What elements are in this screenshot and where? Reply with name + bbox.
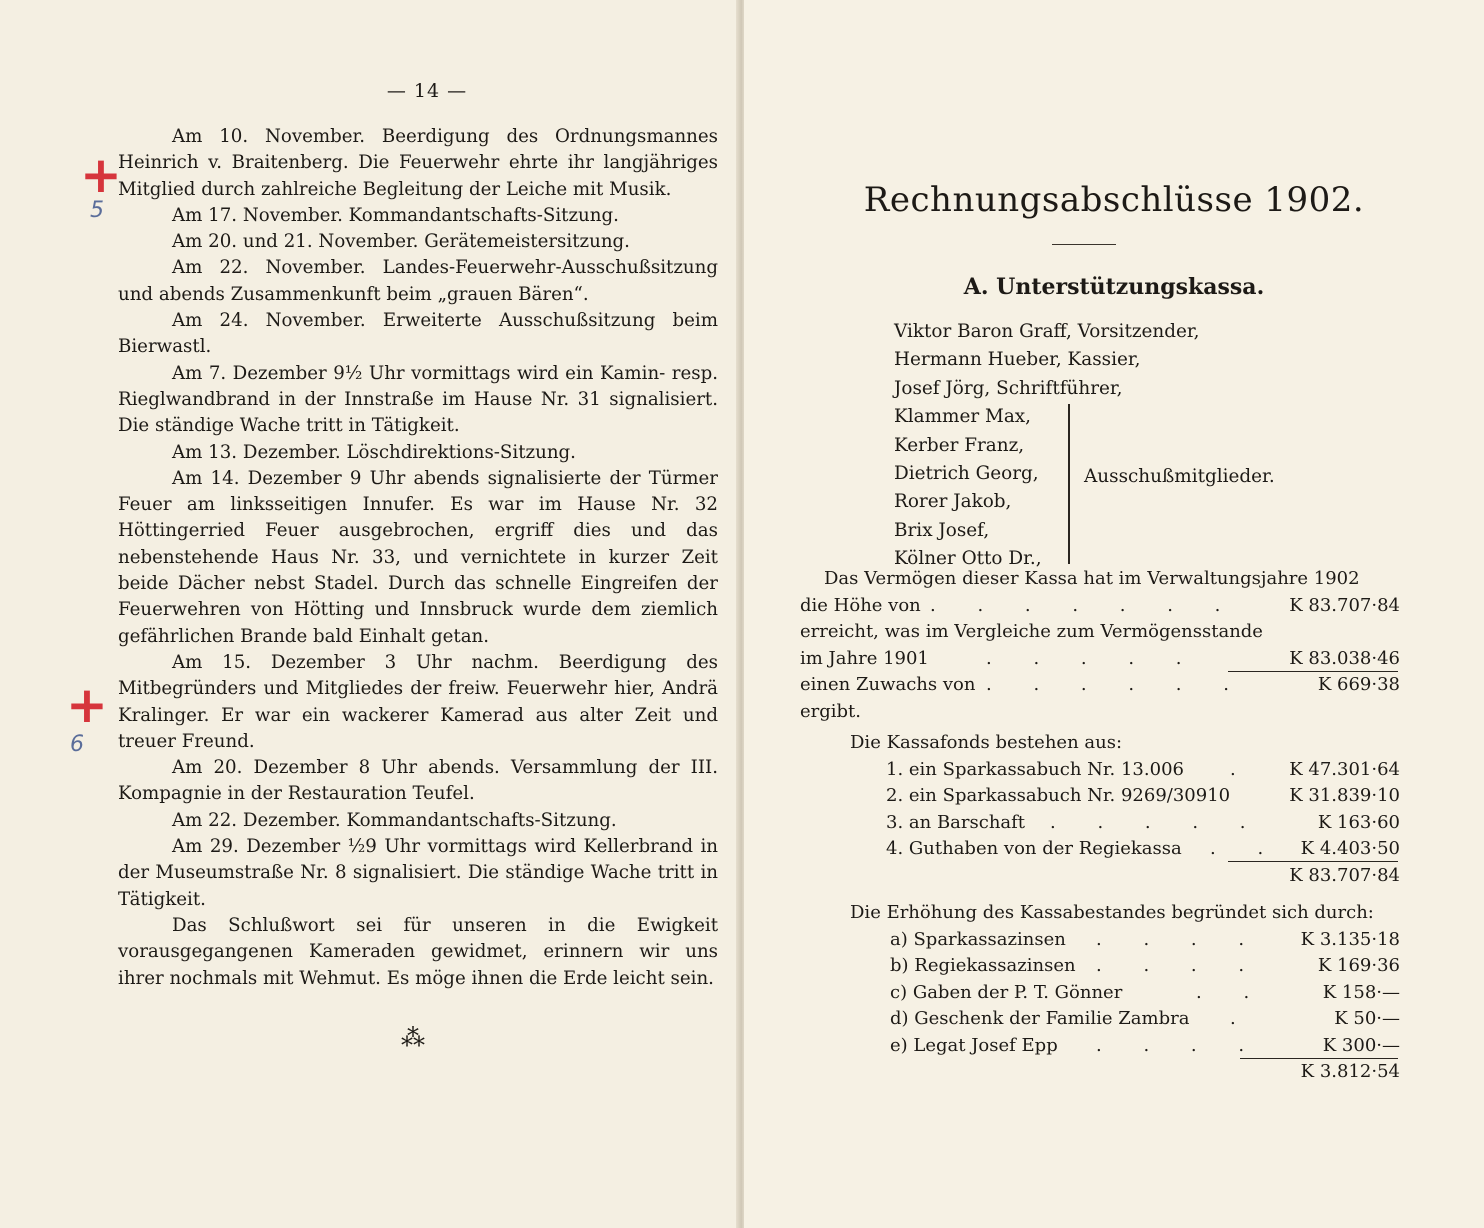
- item-label: b) Regiekassazinsen: [890, 955, 1076, 976]
- leader-dots: .: [1230, 758, 1254, 780]
- paragraph: Am 20. und 21. November. Gerätemeistersitzung.: [172, 231, 630, 253]
- text-line: ergibt.: [800, 700, 862, 722]
- paragraph: Am 13. Dezember. Löschdirektions-Sitzung.: [172, 441, 576, 463]
- sum-rule: [1228, 671, 1398, 672]
- item-label: 1. ein Sparkassabuch Nr. 13.006: [886, 758, 1184, 780]
- brace-line: [1068, 404, 1074, 564]
- vermoegen-block: [800, 566, 1400, 725]
- red-cross-mark: +: [66, 676, 108, 734]
- member-name: Klammer Max,: [894, 406, 1031, 428]
- paragraph: Das Schlußwort sei für unseren in die Ewigkeit vorausgegangenen Kameraden gewidmet, erinnern wir uns ihrer nochmals mit Wehmut. Es möge ihnen die Erde leicht sein.: [118, 914, 718, 989]
- item-label: d) Geschenk der Familie Zambra: [890, 1008, 1190, 1029]
- left-page: [0, 0, 740, 1228]
- paragraph: Am 22. Dezember. Kommandantschafts-Sitzung.: [172, 809, 617, 831]
- page-number: — 14 —: [386, 80, 468, 102]
- amount: K 669·38: [1317, 674, 1400, 695]
- amount: K 31.839·10: [1289, 785, 1400, 806]
- paragraph: Am 17. November. Kommandantschafts-Sitzung.: [172, 204, 619, 226]
- text-line: im Jahre 1901: [800, 647, 929, 669]
- erhoehung-block: [800, 900, 1400, 1086]
- item-label: 4. Guthaben von der Regiekassa: [886, 838, 1182, 859]
- member-name: Rorer Jakob,: [894, 491, 1012, 513]
- text-line: erreicht, was im Vergleiche zum Vermögensstande: [800, 621, 1263, 642]
- amount: K 158·—: [1322, 981, 1400, 1003]
- section-heading: A. Unterstützungskassa.: [963, 274, 1265, 300]
- pencil-number: 6: [70, 732, 84, 757]
- page-title: Rechnungsabschlüsse 1902.: [863, 180, 1365, 220]
- ornament-icon: ⁂: [401, 1024, 425, 1052]
- member-name: Kölner Otto Dr.,: [894, 548, 1042, 570]
- member-name: Dietrich Georg,: [894, 463, 1039, 485]
- paragraph: Am 29. Dezember ½9 Uhr vormittags wird Kellerbrand in der Museumstraße Nr. 8 signalisiert. Die ständige Wache tritt in Tätigkeit.: [118, 836, 718, 910]
- text-line: einen Zuwachs von: [800, 674, 976, 695]
- chronicle-text: [118, 124, 718, 992]
- amount: K 50·—: [1334, 1008, 1400, 1029]
- item-label: 2. ein Sparkassabuch Nr. 9269/30910: [886, 785, 1231, 806]
- paragraph: Am 14. Dezember 9 Uhr abends signalisierte der Türmer Feuer am linksseitigen Innufer. Es war im Hause Nr. 32 Höttingerried Feuer ausgebrochen, ergriff dies und das nebenstehende Haus Nr. 33, und vernichtete in kurzer Zeit beide Dächer nebst Stadel. Durch das schnelle Eingreifen der Feuerwehren von Hötting und Innsbruck wurde dem ziemlich gefährlichen Brande bald Einhalt getan.: [118, 467, 718, 647]
- red-cross-mark: +: [80, 146, 122, 204]
- member-name: Brix Josef,: [894, 519, 990, 541]
- amount: K 300·—: [1322, 1034, 1400, 1056]
- title-divider: [1052, 244, 1116, 245]
- member-name: Josef Jörg, Schriftführer,: [894, 377, 1123, 399]
- member-name: Kerber Franz,: [894, 434, 1025, 456]
- leader-dots: . .: [1210, 838, 1282, 859]
- paragraph: Am 20. Dezember 8 Uhr abends. Versammlung der III. Kompagnie in der Restauration Teufel.: [118, 757, 718, 805]
- amount: K 163·60: [1317, 811, 1400, 833]
- amount: K 4.403·50: [1300, 838, 1400, 859]
- paragraph: Am 15. Dezember 3 Uhr nachm. Beerdigung des Mitbegründers und Mitgliedes der freiw. Feuerwehr hier, Andrä Kralinger. Er war ein wackerer Kamerad aus alter Zeit und treuer Freund.: [118, 651, 718, 752]
- member-name: Viktor Baron Graff, Vorsitzender,: [894, 321, 1200, 342]
- sum-rule: [1240, 1058, 1398, 1059]
- paragraph: Am 10. November. Beerdigung des Ordnungsmannes Heinrich v. Braitenberg. Die Feuerwehr ehrte ihr langjähriges Mitglied durch zahlreiche Begleitung der Leiche mit Musik.: [118, 126, 718, 200]
- leader-dots: . . . .: [1096, 1034, 1263, 1056]
- paragraph: Am 22. November. Landes-Feuerwehr-Ausschußsitzung und abends Zusammenkunft beim „grauen Bären“.: [118, 257, 718, 305]
- paragraph: Am 24. November. Erweiterte Ausschußsitzung beim Bierwastl.: [118, 310, 718, 358]
- amount: K 83.038·46: [1289, 647, 1400, 669]
- amount: K 83.707·84: [1289, 594, 1400, 616]
- text-line: Die Erhöhung des Kassabestandes begründet sich durch:: [850, 902, 1374, 923]
- leader-dots: . . . .: [1096, 928, 1263, 950]
- total-amount: K 3.812·54: [1300, 1061, 1400, 1082]
- member-name: Hermann Hueber, Kassier,: [894, 349, 1141, 371]
- leader-dots: . . . . .: [986, 647, 1200, 669]
- leader-dots: . .: [1196, 981, 1268, 1003]
- amount: K 169·36: [1317, 955, 1400, 976]
- amount: K 47.301·64: [1289, 758, 1400, 780]
- item-label: a) Sparkassazinsen: [890, 928, 1066, 950]
- leader-dots: . . . . . .: [986, 674, 1247, 695]
- right-page: [744, 0, 1484, 1228]
- member-list: [894, 318, 1200, 574]
- item-label: e) Legat Josef Epp: [890, 1034, 1058, 1056]
- leader-dots: .: [1230, 1008, 1254, 1029]
- paragraph: Am 7. Dezember 9½ Uhr vormittags wird ein Kamin- resp. Rieglwandbrand in der Innstraße im Hause Nr. 31 signalisiert. Die ständige Wache tritt in Tätigkeit.: [118, 362, 718, 437]
- total-amount: K 83.707·84: [1289, 864, 1400, 886]
- item-label: c) Gaben der P. T. Gönner: [890, 981, 1123, 1003]
- text-line: Die Kassafonds bestehen aus:: [850, 732, 1123, 753]
- kassafonds-block: [800, 730, 1400, 889]
- pencil-number: 5: [90, 198, 104, 223]
- leader-dots: . . . .: [1096, 955, 1263, 976]
- leader-dots: . . . . . . .: [930, 594, 1239, 616]
- committee-label: Ausschußmitglieder.: [1084, 466, 1275, 487]
- amount: K 3.135·18: [1300, 928, 1400, 950]
- sum-rule: [1228, 861, 1398, 862]
- item-label: 3. an Barschaft: [886, 811, 1026, 833]
- text-line: Das Vermögen dieser Kassa hat im Verwaltungsjahre 1902: [824, 568, 1360, 589]
- leader-dots: . . . . .: [1050, 811, 1264, 833]
- text-line: die Höhe von: [800, 594, 921, 616]
